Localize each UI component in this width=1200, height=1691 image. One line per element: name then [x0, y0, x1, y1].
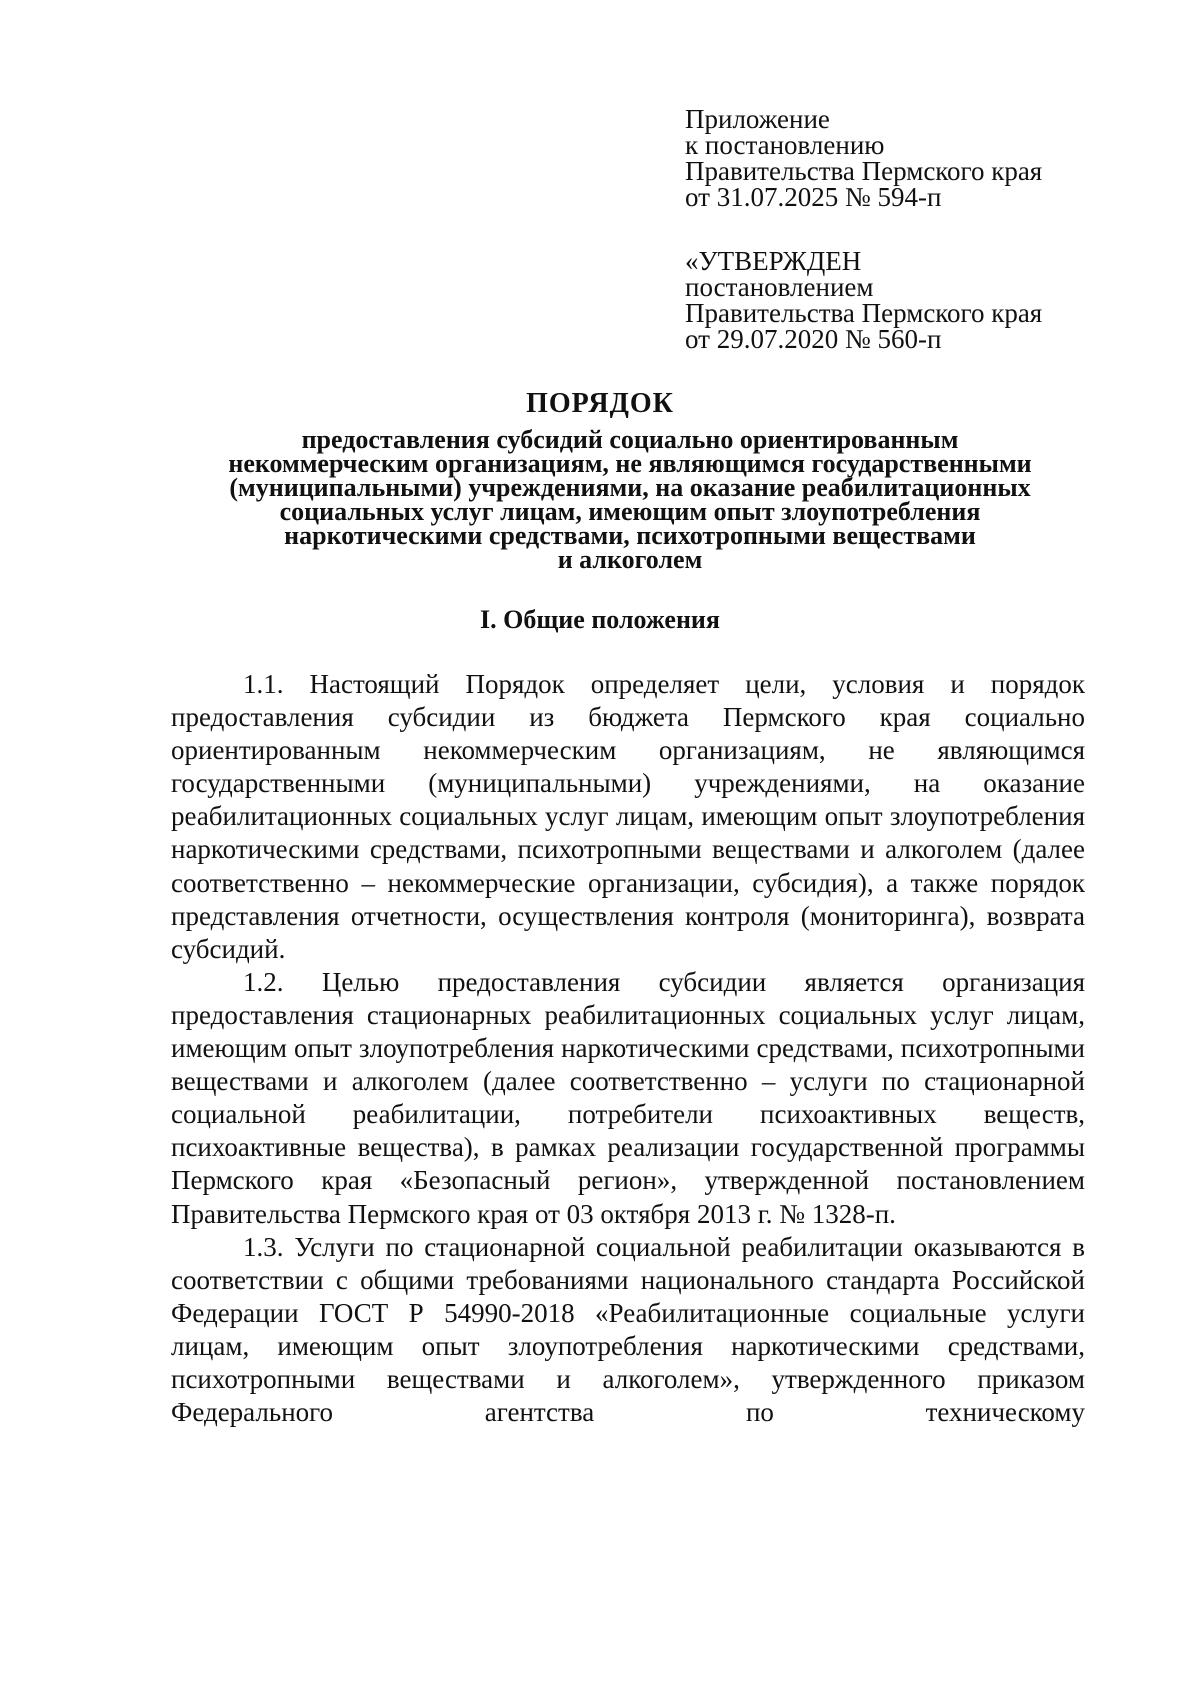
- document-title: ПОРЯДОК: [526, 388, 674, 419]
- section-heading: I. Общие положения: [480, 605, 720, 634]
- approved-line: от 29.07.2020 № 560-п: [685, 324, 942, 354]
- appendix-line: Правительства Пермского края: [685, 156, 1043, 186]
- document-body: [171, 668, 1085, 1429]
- subtitle-line: (муниципальными) учреждениями, на оказание реабилитационных: [229, 473, 1031, 502]
- appendix-line: к постановлению: [685, 130, 885, 160]
- appendix-line: Приложение: [685, 104, 830, 134]
- approved-line: «УТВЕРЖДЕН: [685, 246, 862, 276]
- approved-line: постановлением: [685, 272, 874, 302]
- approved-line: Правительства Пермского края: [685, 298, 1043, 328]
- approved-block: [685, 248, 1042, 352]
- paragraph-1-3: 1.3. Услуги по стационарной социальной реабилитации оказываются в соответствии с общими требованиями национального стандарта Российской Федерации ГОСТ Р 54990-2018 «Реабилитационные социальные услуги лицам, имеющим опыт злоупотребления наркотическими средствами, психотропными веществами и алкоголем», утвержденного приказом Федерального агентства по техническому: [171, 1231, 1085, 1428]
- subtitle-line: и алкоголем: [557, 545, 703, 574]
- subtitle-line: предоставления субсидий социально ориентированным: [301, 425, 959, 454]
- appendix-block: [685, 106, 1042, 210]
- paragraph-1-2: 1.2. Целью предоставления субсидии является организация предоставления стационарных реабилитационных социальных услуг лицам, имеющим опыт злоупотребления наркотическими средствами, психотропными веществами и алкоголем (далее соответственно – услуги по стационарной социальной реабилитации, потребители психоактивных веществ, психоактивные вещества), в рамках реализации государственной программы Пермского края «Безопасный регион», утвержденной постановлением Правительства Пермского края от 03 октября 2013 г. № 1328-п.: [171, 966, 1085, 1229]
- subtitle-line: некоммерческим организациям, не являющимся государственными: [228, 449, 1032, 478]
- subtitle-line: социальных услуг лицам, имеющим опыт злоупотребления: [279, 497, 981, 526]
- paragraph-1-1: 1.1. Настоящий Порядок определяет цели, условия и порядок предоставления субсидии из бюджета Пермского края социально ориентированным некоммерческим организациям, не являющимся государственными (муниципальными) учреждениями, на оказание реабилитационных социальных услуг лицам, имеющим опыт злоупотребления наркотическими средствами, психотропными веществами и алкоголем (далее соответственно – некоммерческие организации, субсидия), а также порядок представления отчетности, осуществления контроля (мониторинга), возврата субсидий.: [171, 669, 1085, 964]
- document-subtitle: [160, 425, 1100, 574]
- appendix-line: от 31.07.2025 № 594-п: [685, 182, 942, 212]
- subtitle-line: наркотическими средствами, психотропными веществами: [284, 521, 976, 550]
